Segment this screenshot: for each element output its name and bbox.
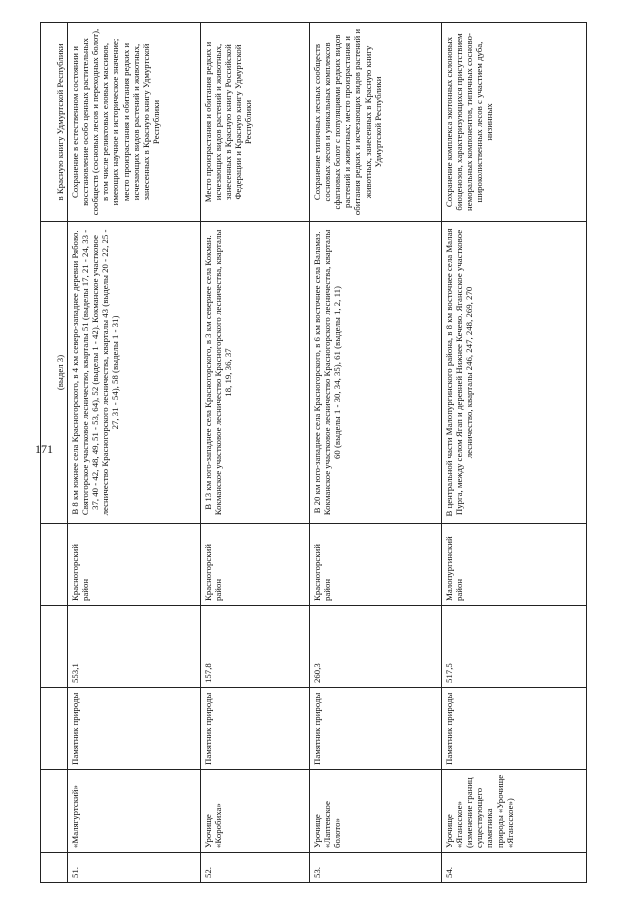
location-cell: В 8 км южнее села Красногорского, в 4 км северо-западнее деревни Рябово. Святогорское участковое лесничество, кварталы 51 (выделы 17, 21 - 24, 33 - 37, 40 - 42, 48, 49, 51 - 53, 64), 52 (выделы 1 - 42). Кокманское участковое лесничество Красногорского лесничества, кварталы 43 (выделы 20 - 22, 25 - 27, 31 - 54), 58 (выделы 1 - 31): [68, 221, 201, 523]
category-cell: Памятник природы: [442, 687, 587, 769]
row-number-cell: 51.: [68, 852, 201, 882]
row-number-cell: 52.: [201, 852, 310, 882]
table-cell: [41, 852, 68, 882]
table-row: [442, 22, 587, 882]
row-number-cell: 53.: [310, 852, 442, 882]
purpose-cell: Сохранение типичных лесных сообществ сосновых лесов и уникальных комплексов сфагновых болот с популяциями редких видов растений и животных; место произрастания и обитания редких и исчезающих видов растений и животных, занесенных в Красную книгу Удмуртской Республики: [310, 22, 442, 221]
location-cell: В центральной части Малопургинского района, в 8 км восточнее села Малая Пурга, между селом Ягап и деревней Нижнее Кечево. Ягансское участковое лесничество, кварталы 246, 247, 248, 269, 270: [442, 221, 587, 523]
location-cell: В 20 км юго-западнее села Красногорского, в 6 км восточнее села Валамаз. Кокманское участковое лесничество Красногорского лесничества, кварталы 60 (выделы 1 - 30, 34, 35), 61 (выделы 1, 2, 11): [310, 221, 442, 523]
purpose-cell: Сохранение в естественном состоянии и восстановление особо ценных растительных сообществ (сосновых лесов и переходных болот), в том числе реликтовых еловых массивов, имеющих научное и историческое значение; место произрастания и обитания редких и исчезающих видов растений и животных, занесенных в Красную книгу Удмуртской Республики: [68, 22, 201, 221]
category-cell: Памятник природы: [68, 687, 201, 769]
category-cell: Памятник природы: [310, 687, 442, 769]
area-cell: 517,5: [442, 605, 587, 687]
area-cell: 553,1: [68, 605, 201, 687]
district-cell: Красногорский район: [201, 523, 310, 605]
table-row: [310, 22, 442, 882]
name-cell: Урочище «Ягансское» (изменение границ существующего памятника природы «Урочище «Ягансское»): [442, 769, 587, 852]
district-cell: Красногорский район: [68, 523, 201, 605]
natural-monuments-table: [40, 22, 587, 883]
district-cell: Красногорский район: [310, 523, 442, 605]
rotated-page-content: [40, 23, 600, 883]
table-continuation-row: [41, 22, 68, 882]
location-fragment-cell: (выдел 3): [41, 221, 68, 523]
name-cell: Урочище «Лаптевское болото»: [310, 769, 442, 852]
table-row: [68, 22, 201, 882]
page-number: 171: [35, 442, 53, 456]
name-cell: «Малягуртский»: [68, 769, 201, 852]
name-cell: Урочище «Коробиха»: [201, 769, 310, 852]
area-cell: 260,3: [310, 605, 442, 687]
category-cell: Памятник природы: [201, 687, 310, 769]
table-cell: [41, 605, 68, 687]
table-cell: [41, 769, 68, 852]
district-cell: Малопургинский район: [442, 523, 587, 605]
table-cell: [41, 687, 68, 769]
purpose-cell: Сохранение комплекса экотонных склоновых биоценозов, характеризующихся присутствием неморальных компонентов, типичных сосново-широколиственных лесов с участием дуба, низинных: [442, 22, 587, 221]
table-row: [201, 22, 310, 882]
area-cell: 157,8: [201, 605, 310, 687]
location-cell: В 13 км юго-западнее села Красногорского, в 3 км севернее села Кокман. Кокманское участковое лесничество Красногорского лесничества, кварталы 18, 19, 36, 37: [201, 221, 310, 523]
purpose-cell: Место произрастания и обитания редких и исчезающих видов растений и животных, занесенных в Красную книгу Российской Федерации и Красную книгу Удмуртской Республики: [201, 22, 310, 221]
row-number-cell: 54.: [442, 852, 587, 882]
table-cell: [41, 523, 68, 605]
purpose-fragment-cell: в Красную книгу Удмуртской Республики: [41, 22, 68, 221]
